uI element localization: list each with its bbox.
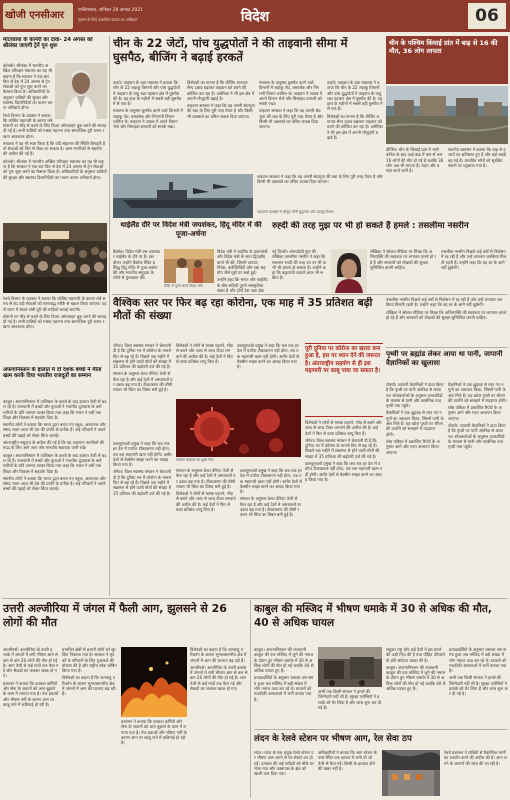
corona-headline: वैश्विक स्तर पर फिर बढ़ रहा कोरोना, एक माह में 35 प्रतिशत बढ़ी मौतों की संख्या — [113, 297, 373, 323]
corona-body-d: डब्ल्यूएचओ प्रमुख ने कहा कि जब तक हर देश में पर्याप्त टीकाकरण नहीं होता, तब तक महामारी खत्म नहीं होगी। अमीर देशों से वैक्सीन साझा करने का आग्रह किया गया है। जेनेवा। विश्व स्वास्थ्य संगठन ने चेतावनी दी है कि दुनिया भर में कोरोना के मामले फिर से बढ़ रहे हैं। पिछले एक महीने में संक्रमण से होने वाली मौतों की संख्या में 35 प्रतिशत की बढ़ोतरी दर्ज की गई है। — [113, 441, 172, 496]
warship-caption: ताइवानी जलक्षेत्र में मौजूद चीनी युद्धपोत और लड़ाकू विमान — [257, 210, 334, 214]
algeria-body-c: प्रशासन ने बताया कि दमकल कर्मियों और सेना के जवानों को आग बुझाने के काम में लगाया गया है। तेज हवाओं और भीषण गर्मी के कारण आग पर काबू पाने में कठिनाई हो रही है। — [121, 719, 187, 746]
kabul-body-b: अभी तक किसी संगठन ने हमले की जिम्मेदारी नहीं ली है। सुरक्षा एजेंसियों ने इलाके को घेर लिया है और जांच शुरू कर दी गई है। — [318, 689, 382, 710]
algeria-body-a: अल्जीयर्स। अल्जीरिया के उत्तरी इलाके में जंगलों में लगी भीषण आग से कम से कम 26 लोगों की मौत हो गई है। आग तेजी से कई गांवों तक फैल गई और सैकड़ों घर जलकर खाक हो गए। प्रशासन ने बताया कि दमकल कर्मियों और सेना के जवानों को आग बुझाने के काम में लगाया गया है। तेज हवाओं और भीषण गर्मी के कारण आग पर काबू पाने में कठिनाई हो रही है। — [3, 647, 59, 707]
china-jets-body-d: ताइपे। ताइवान के रक्षा मंत्रालय ने बताया कि चीन के 22 लड़ाकू विमानों और पांच युद्धपोतों ने ताइवान के वायु रक्षा पहचान क्षेत्र में घुसपैठ की है। यह हाल के महीनों में सबसे बड़ी घुसपैठ में से एक है। विशेषज्ञों का मानना है कि बीजिंग लगातार सैन्य दबाव बढ़ाकर ताइवान को डराने की कोशिश कर रहा है। अमेरिका ने भी इस क्षेत्र में अपनी मौजूदगी बढ़ाई है। — [327, 80, 383, 140]
china-jets-body-b: विशेषज्ञों का मानना है कि बीजिंग लगातार सैन्य दबाव बढ़ाकर ताइवान को डराने की कोशिश कर रहा है। अमेरिका ने भी इस क्षेत्र में अपनी मौजूदगी बढ़ाई है। ताइवान सरकार ने कहा कि वह अपनी संप्रभुता की रक्षा के लिए पूरी तरह तैयार है और किसी भी उकसावे का उचित जवाब दिया जाएगा। — [187, 80, 255, 119]
algeria-body-d: विशेषज्ञों का कहना है कि जलवायु परिवर्तन के कारण भूमध्यसागरीय क्षेत्र में जंगलों में आग की घटनाएं बढ़ रही हैं। अल्जीयर्स। अल्जीरिया के उत्तरी इलाके में जंगलों में लगी भीषण आग से कम से कम 26 लोगों की मौत हो गई है। आग तेजी से कई गांवों तक फैल गई और सैकड़ों घर जलकर खाक हो गए। — [190, 647, 248, 692]
logo-text: खोजी एनसीआर — [5, 10, 65, 21]
masthead-logo — [3, 3, 73, 29]
afghan-protest-headline: अफगानिस्तान के हालात में दो दशक बच्चों ने मीता खत्म करके दिया भारतीय राजदूतों का सम्मान — [3, 367, 102, 380]
warship-photo — [113, 174, 253, 218]
mosque-blast-photo — [318, 647, 382, 687]
japan-headline: पृथ्वी पर ब्रह्मांड लेकर आया था पानी, जापानी वैज्ञानिकों का खुलासा — [386, 350, 503, 367]
virus-photo — [176, 399, 301, 457]
page-number: 06 — [468, 3, 506, 29]
china-jets-headline: चीन के 22 जेटों, पांच युद्धपोतों ने की ताइवानी सीमा में घुसपैठ, बीजिंग ने बढ़ाई हरकतें — [113, 37, 348, 64]
china-flood-box — [386, 36, 508, 84]
china-flood-body-a: बीजिंग। चीन के किंघाई प्रांत में भारी बारिश के बाद आई बाढ़ में कम से कम 16 लोगों की मौत हो गई है जबकि 36 लोग अब भी लापता हैं। राहत और बचाव कार्य जारी है। — [386, 147, 444, 174]
masthead-subline: सूचना के लिए प्रकाशित पाठक का अधिकार — [78, 17, 138, 22]
section-title: विदेश — [240, 9, 270, 25]
corona-body-b: विशेषज्ञों ने लोगों से मास्क पहनने, भीड़ से बचने और जल्द से जल्द टीका लगवाने की अपील की है। कई देशों ने फिर से यात्रा प्रतिबंध लागू किए हैं। — [176, 343, 233, 364]
japan-body-b: वैज्ञानिकों ने एक क्षुद्रग्रह से लाए गए नमूनों का अध्ययन किया, जिसमें पानी के अंश मिले हैं। यह खोज पृथ्वी पर जीवन की उत्पत्ति को समझने में मददगार होगी। शोध पत्रिका में प्रकाशित रिपोर्ट के अनुसार आगे और गहन अध्ययन किया जाएगा। टोक्यो। जापानी वैज्ञानिकों ने दावा किया है कि पृथ्वी पर पानी अंतरिक्ष से आया था। शोधकर्ताओं के अनुसार उल्कापिंडों के माध्यम से पानी और कार्बनिक तत्व पृथ्वी तक पहुंचे। — [448, 382, 507, 450]
corona-body-a: जेनेवा। विश्व स्वास्थ्य संगठन ने चेतावनी दी है कि दुनिया भर में कोरोना के मामले फिर से बढ़ रहे हैं। पिछले एक महीने में संक्रमण से होने वाली मौतों की संख्या में 35 प्रतिशत की बढ़ोतरी दर्ज की गई है। संगठन के अनुसार डेल्टा वेरिएंट तेजी से फैल रहा है और कई देशों में अस्पतालों पर दबाव बढ़ गया है। टीकाकरण की धीमी रफ्तार भी चिंता का विषय बनी हुई है। — [113, 343, 173, 393]
temple-caption: मंदिर में पूजा करते विदेश मंत्री — [164, 284, 203, 288]
afghan-women-tail: रेलवे विभाग के प्रवक्ता ने बताया कि कोविड महामारी के कारण लंबे समय से बंद पड़ी सेवाओं को चरणबद्ध तरीके से बहाल किया जाएगा। पहले चरण में केवल लंबी दूरी की गाड़ियाँ चलाई जाएंगी। स्टेशनों पर भीड़ से बचने के लिए टिकट ऑनलाइन बुक करने की सलाह दी गई है। सभी यात्रियों को मास्क पहनना तथा सामाजिक दूरी बनाए रखना आवश्यक होगा। — [3, 296, 107, 330]
china-jets-body-c: मंत्रालय के अनुसार घुसपैठ करने वाले विमानों में लड़ाकू जेट, बमवर्षक और निगरानी विमान शामिल थे। ताइवान ने जवाब में अपने विमान भेजे और मिसाइल प्रणाली को सतर्क रखा। ताइवान सरकार ने कहा कि वह अपनी संप्रभुता की रक्षा के लिए पूरी तरह तैयार है और किसी भी उकसावे का उचित जवाब दिया जाएगा। — [259, 80, 323, 130]
crowd-protest-photo — [3, 223, 107, 293]
temple-photo — [164, 249, 214, 283]
london-headline: लंदन के रेलवे स्टेशन पर भीषण आग, रेल सेवा ठप — [254, 734, 412, 744]
corona-body-e: संगठन के अनुसार डेल्टा वेरिएंट तेजी से फैल रहा है और कई देशों में अस्पतालों पर दबाव बढ़ गया है। टीकाकरण की धीमी रफ्तार भी चिंता का विषय बनी हुई है। विशेषज्ञों ने लोगों से मास्क पहनने, भीड़ से बचने और जल्द से जल्द टीका लगवाने की अपील की है। कई देशों ने फिर से यात्रा प्रतिबंध लागू किए हैं। — [176, 468, 236, 513]
taslima-headline: रुह्दी की तरह मुझ पर भी हो सकते हैं हमले : तसलीमा नसरीन — [272, 221, 469, 231]
corona-pullquote: पूरी दुनिया पर कोरोना का खतरा बना हुआ है, इस पर ध्यान देने की जरूरत है। अंतरराष्ट्रीय सहयोग से ही इस महामारी पर काबू पाया जा सकता है। — [305, 343, 383, 417]
china-jets-body-e: ताइवान सरकार ने कहा कि वह अपनी संप्रभुता की रक्षा के लिए पूरी तरह तैयार है और किसी भी उकसावे का उचित जवाब दिया जाएगा। — [257, 174, 383, 185]
date-line: गाजियाबाद, शनिवार 28 अगस्त 2021 — [78, 8, 143, 13]
man-portrait-photo — [55, 63, 107, 119]
taslima-body-c: तसलीमा नसरीन पिछले कई वर्षों से निर्वासन में रह रही हैं और उन्हें लगातार धमकियां मिलती रहती हैं। उन्होंने कहा कि वह डर के आगे नहीं झुकेंगी। — [441, 249, 507, 270]
london-body-c: रेलवे प्रशासन ने यात्रियों से वैकल्पिक मार्गों का उपयोग करने की अपील की है। आग लगने के कारणों की जांच की जा रही है। — [444, 750, 507, 766]
taslima-body-d: तसलीमा नसरीन पिछले कई वर्षों से निर्वासन में रह रही हैं और उन्हें लगातार धमकियां मिलती रहती हैं। उन्होंने कहा कि वह डर के आगे नहीं झुकेंगी। लेखिका ने सोशल मीडिया पर लिखा कि अभिव्यक्ति की स्वतंत्रता पर लगातार हमले हो रहे हैं और सरकारों को लेखकों की सुरक्षा सुनिश्चित करनी चाहिए। — [386, 297, 507, 320]
flood-photo — [386, 86, 508, 144]
jaishankar-body-a: बैंकॉक। विदेश मंत्री एस जयशंकर थाईलैंड के दौरे पर हैं। इस दौरान उन्होंने बैंकॉक स्थित प्रसिद्ध हिंदू मंदिर में पूजा-अर्चना की और भारतीय समुदाय के लोगों से मुलाकात की। — [113, 249, 160, 281]
algeria-headline: उत्तरी अल्जीरिया में जंगल में फैली आग, झुलसने से 26 लोगों की मौत — [3, 602, 227, 629]
china-jets-body-a: ताइपे। ताइवान के रक्षा मंत्रालय ने बताया कि चीन के 22 लड़ाकू विमानों और पांच युद्धपोतों ने ताइवान के वायु रक्षा पहचान क्षेत्र में घुसपैठ की है। यह हाल के महीनों में सबसे बड़ी घुसपैठ में से एक है। मंत्रालय के अनुसार घुसपैठ करने वाले विमानों में लड़ाकू जेट, बमवर्षक और निगरानी विमान शामिल थे। ताइवान ने जवाब में अपने विमान भेजे और मिसाइल प्रणाली को सतर्क रखा। — [113, 80, 183, 130]
london-fire-photo — [382, 750, 440, 796]
taslima-body-b: लेखिका ने सोशल मीडिया पर लिखा कि अभिव्यक्ति की स्वतंत्रता पर लगातार हमले हो रहे हैं और सरकारों को लेखकों की सुरक्षा सुनिश्चित करनी चाहिए। — [370, 249, 436, 270]
taslima-portrait — [331, 249, 367, 293]
london-body-a: लंदन। लंदन के एक प्रमुख रेलवे स्टेशन पर भीषण आग लगने से रेल सेवाएं ठप हो गईं। दमकल की कई गाड़ियों को मौके पर भेजा गया और आसपास के क्षेत्र को खाली करा दिया गया। — [254, 750, 314, 777]
corona-body-g: विशेषज्ञों ने लोगों से मास्क पहनने, भीड़ से बचने और जल्द से जल्द टीका लगवाने की अपील की है। कई देशों ने फिर से यात्रा प्रतिबंध लागू किए हैं। जेनेवा। विश्व स्वास्थ्य संगठन ने चेतावनी दी है कि दुनिया भर में कोरोना के मामले फिर से बढ़ रहे हैं। पिछले एक महीने में संक्रमण से होने वाली मौतों की संख्या में 35 प्रतिशत की बढ़ोतरी दर्ज की गई है। डब्ल्यूएचओ प्रमुख ने कहा कि जब तक हर देश में पर्याप्त टीकाकरण नहीं होता, तब तक महामारी खत्म नहीं होगी। अमीर देशों से वैक्सीन साझा करने का आग्रह किया गया है। — [305, 420, 383, 482]
london-body-b: अधिकारियों ने बताया कि आग स्टेशन के पास स्थित एक इमारत में लगी थी जो तेजी से फैल गई। किसी के हताहत होने की खबर नहीं है। — [318, 750, 377, 771]
taslima-body-a: नई दिल्ली। बांग्लादेशी मूल की लेखिका तसलीमा नसरीन ने कहा कि सलमान रुश्दी की तरह उन पर भी कभी भी हमला हो सकता है। उन्होंने कहा कि कट्टरपंथी ताकतें आज भी सक्रिय हैं। — [272, 249, 326, 281]
afghan-protest-body: काबुल। अफगानिस्तान में तालिबान के कब्जे के बाद हालात तेजी से बदल रहे हैं। राजधानी में बच्चों और युवाओं ने भारतीय दूतावास के कर्मचारियों के प्रति आभार व्यक्त किया तथा कहा कि भारत ने वर्षों तक शिक्षा और विकास में सहयोग दिया है। स्थानीय लोगों ने बताया कि भारत द्वारा बनाए गए स्कूल, अस्पताल और संसद भवन आज भी देश की प्रगति के प्रतीक हैं। कई परिवारों ने अपने बच्चों की पढ़ाई को लेकर चिंता जताई। अंतरराष्ट्रीय समुदाय से अपील की गई है कि वह अफगान नागरिकों की मदद के लिए आगे आए और मानवीय सहायता जारी रखे। काबुल। अफगानिस्तान में तालिबान के कब्जे के बाद हालात तेजी से बदल रहे हैं। राजधानी में बच्चों और युवाओं ने भारतीय दूतावास के कर्मचारियों के प्रति आभार व्यक्त किया तथा कहा कि भारत ने वर्षों तक शिक्षा और विकास में सहयोग दिया है। स्थानीय लोगों ने बताया कि भारत द्वारा बनाए गए स्कूल, अस्पताल और संसद भवन आज भी देश की प्रगति के प्रतीक हैं। कई परिवारों ने अपने बच्चों की पढ़ाई को लेकर चिंता जताई। — [3, 399, 107, 492]
algeria-body-b: प्रभावित क्षेत्रों से हजारों लोगों को सुरक्षित निकाला गया है। सरकार ने मृतकों के परिजनों के लिए मुआवजे की घोषणा की है और राष्ट्रीय शोक घोषित किया गया है। विशेषज्ञों का कहना है कि जलवायु परिवर्तन के कारण भूमध्यसागरीय क्षेत्र में जंगलों में आग की घटनाएं बढ़ रही हैं। — [62, 647, 117, 697]
kabul-body-d: प्रत्यक्षदर्शियों के अनुसार धमाका उस समय हुआ जब मस्जिद में बड़ी संख्या में लोग नमाज अदा कर रहे थे। घायलों को नजदीकी अस्पतालों में भर्ती कराया गया है। अभी तक किसी संगठन ने हमले की जिम्मेदारी नहीं ली है। सुरक्षा एजेंसियों ने इलाके को घेर लिया है और जांच शुरू कर दी गई है। — [449, 647, 508, 697]
masthead — [0, 0, 510, 32]
china-flood-headline: चीन के पश्चिम किंघाई प्रांत में बाढ़ से 16 की मौत, 36 लोग लापता — [389, 39, 498, 55]
kabul-body-a: काबुल। अफगानिस्तान की राजधानी काबुल की एक मस्जिद में जुमे की नमाज के दौरान हुए भीषण धमाके में 30 से अधिक लोगों की मौत हो गई जबकि 40 से अधिक घायल हुए हैं। प्रत्यक्षदर्शियों के अनुसार धमाका उस समय हुआ जब मस्जिद में बड़ी संख्या में लोग नमाज अदा कर रहे थे। घायलों को नजदीकी अस्पतालों में भर्ती कराया गया है। — [254, 647, 314, 702]
kabul-headline: काबुल की मस्जिद में भीषण धमाके में 30 से अधिक की मौत, 40 से अधिक घायल — [254, 603, 492, 629]
jaishankar-body-b: विदेश मंत्री ने थाईलैंड के प्रधानमंत्री और विदेश मंत्री के साथ द्विपक्षीय वार्ता भी की, जिसमें व्यापार, निवेश, कनेक्टिविटी और रक्षा सहयोग जैसे मुद्दों पर चर्चा हुई। उन्होंने कहा कि भारत और थाईलैंड के बीच सदियों पुराने सांस्कृतिक संबंध हैं और दोनों देश एक्ट ईस्ट — [217, 249, 268, 293]
china-flood-body-b: स्थानीय प्रशासन ने बताया कि बाढ़ से हजारों घर क्षतिग्रस्त हुए हैं और कई सड़कें बह गई हैं। प्रभावित लोगों को सुरक्षित स्थानों पर पहुंचाया गया है। — [448, 147, 507, 168]
afghan-women-body-cont: स्टेशनों पर भीड़ से बचने के लिए टिकट ऑनलाइन बुक करने की सलाह दी गई है। सभी यात्रियों को मास्क पहनना तथा सामाजिक दूरी बनाए रखना आवश्यक होगा। मंत्रालय ने यह भी स्पष्ट किया है कि यदि संक्रमण की स्थिति बिगड़ती है तो सेवाओं को फिर से रोका जा सकता है। आम नागरिकों से सहयोग की अपील की गई है। कोलंबो। श्रीलंका में भारतीय अखिल परिवहन मंत्रालय का यह भी कहना है कि सरकार ने एक बार फिर से देश में 24 अगस्त से ट्रेन सेवाओं को पुनः शुरू करने का फैसला किया है। अधिकारियों के अनुसार यात्रियों की सुरक्षा और स्वास्थ्य दिशानिर्देशों का पालन करना अनिवार्य होगा। — [3, 123, 107, 180]
jaishankar-headline: थाईलैंड दौरे पर विदेश मंत्री जयशंकर, हिंदू मंदिर में की पूजा-अर्चना — [120, 221, 262, 238]
corona-body-f: डब्ल्यूएचओ प्रमुख ने कहा कि जब तक हर देश में पर्याप्त टीकाकरण नहीं होता, तब तक महामारी खत्म नहीं होगी। अमीर देशों से वैक्सीन साझा करने का आग्रह किया गया है। संगठन के अनुसार डेल्टा वेरिएंट तेजी से फैल रहा है और कई देशों में अस्पतालों पर दबाव बढ़ गया है। टीकाकरण की धीमी रफ्तार भी चिंता का विषय बनी हुई है। — [240, 468, 302, 518]
japan-body-a: टोक्यो। जापानी वैज्ञानिकों ने दावा किया है कि पृथ्वी पर पानी अंतरिक्ष से आया था। शोधकर्ताओं के अनुसार उल्कापिंडों के माध्यम से पानी और कार्बनिक तत्व पृथ्वी तक पहुंचे। वैज्ञानिकों ने एक क्षुद्रग्रह से लाए गए नमूनों का अध्ययन किया, जिसमें पानी के अंश मिले हैं। यह खोज पृथ्वी पर जीवन की उत्पत्ति को समझने में मददगार होगी। शोध पत्रिका में प्रकाशित रिपोर्ट के अनुसार आगे और गहन अध्ययन किया जाएगा। — [386, 382, 444, 455]
forest-fire-photo — [121, 647, 187, 717]
corona-body-c: डब्ल्यूएचओ प्रमुख ने कहा कि जब तक हर देश में पर्याप्त टीकाकरण नहीं होता, तब तक महामारी खत्म नहीं होगी। अमीर देशों से वैक्सीन साझा करने का आग्रह किया गया है। — [237, 343, 299, 370]
afghan-women-body: कोलंबो। श्रीलंका में भारतीय अखिल परिवहन मंत्रालय का यह भी कहना है कि सरकार ने एक बार फिर से देश में 24 अगस्त से ट्रेन सेवाओं को पुनः शुरू करने का फैसला किया है। अधिकारियों के अनुसार यात्रियों की सुरक्षा और स्वास्थ्य दिशानिर्देशों का पालन करना अनिवार्य होगा। रेलवे विभाग के प्रवक्ता ने बताया कि कोविड महामारी के कारण लंबे — [3, 63, 53, 123]
kabul-body-c: संयुक्त राष्ट्र और कई देशों ने इस हमले की कड़ी निंदा की है तथा पीड़ित परिवारों के प्रति संवेदना व्यक्त की है। काबुल। अफगानिस्तान की राजधानी काबुल की एक मस्जिद में जुमे की नमाज के दौरान हुए भीषण धमाके में 30 से अधिक लोगों की मौत हो गई जबकि 40 से अधिक घायल हुए हैं। — [386, 647, 446, 692]
virus-caption: कोरोना वायरस का सूक्ष्म चित्र — [176, 458, 214, 462]
afghan-women-headline: मोटरवाया के कानेरी का दावा- 24 अगस्त को श्रीलंका जाएगी ट्रेनें पुन शुरू — [3, 37, 93, 50]
